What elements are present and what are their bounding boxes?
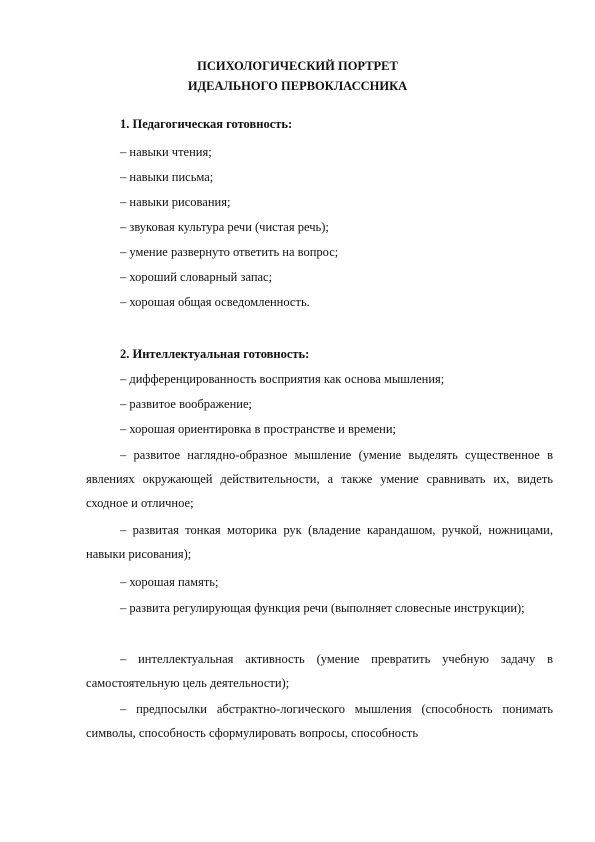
title-line-2: ИДЕАЛЬНОГО ПЕРВОКЛАССНИКА — [187, 79, 408, 93]
list-item — [86, 518, 553, 566]
list-item-text: – предпосылки абстрактно-логического мышления (способность понимать символы, способность сформулировать вопросы, способность — [86, 702, 553, 740]
list-item: – дифференцированность восприятия как основа мышления; — [120, 372, 445, 386]
list-item: – хорошая общая осведомленность. — [120, 295, 310, 309]
section-heading-intellectual: 2. Интеллектуальная готовность: — [120, 347, 310, 361]
list-item-text: – развитое наглядно-образное мышление (умение выделять существенное в явлениях окружающей действительности, а также умение сравнивать их, видеть сходное и отличное; — [86, 448, 553, 510]
list-item: – навыки чтения; — [120, 145, 212, 159]
page-title — [0, 56, 595, 96]
list-item-text: – интеллектуальная активность (умение превратить учебную задачу в самостоятельную цель деятельности); — [86, 652, 553, 690]
list-item — [86, 697, 553, 745]
section-heading-pedagogical: 1. Педагогическая готовность: — [120, 117, 293, 131]
list-item-text: – развитая тонкая моторика рук (владение карандашом, ручкой, ножницами, навыки рисования); — [86, 523, 553, 561]
list-item: – звуковая культура речи (чистая речь); — [120, 220, 329, 234]
list-item — [86, 596, 553, 620]
list-item-text: – развита регулирующая функция речи (выполняет словесные инструкции); — [120, 601, 525, 615]
list-item — [86, 647, 553, 695]
list-item: – хороший словарный запас; — [120, 270, 273, 284]
list-item: – хорошая ориентировка в пространстве и времени; — [120, 422, 397, 436]
list-item: – умение развернуто ответить на вопрос; — [120, 245, 339, 259]
list-item: – развитое воображение; — [120, 397, 252, 411]
list-item: – навыки письма; — [120, 170, 214, 184]
list-item: – навыки рисования; — [120, 195, 231, 209]
list-item — [86, 443, 553, 515]
title-line-1: ПСИХОЛОГИЧЕСКИЙ ПОРТРЕТ — [197, 59, 398, 73]
list-item: – хорошая память; — [120, 575, 219, 589]
